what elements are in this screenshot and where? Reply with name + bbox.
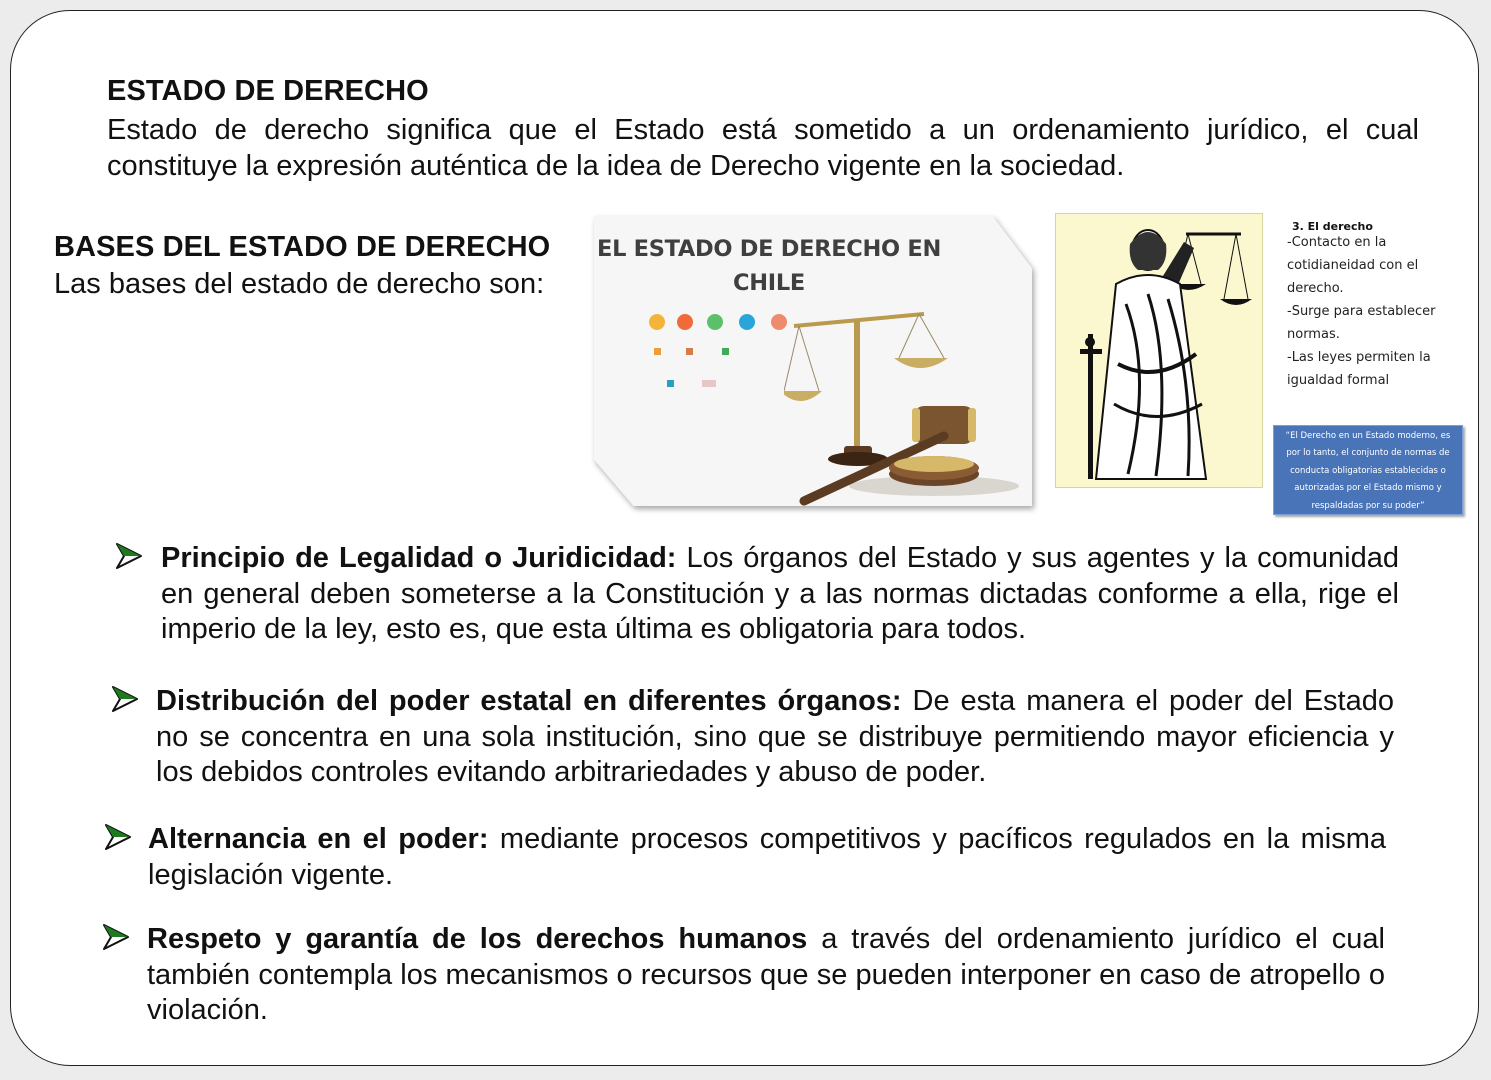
decor-dot: [739, 314, 755, 330]
side-note-line: derecho.: [1287, 281, 1344, 296]
quote-line: conducta obligatorias establecidas o: [1290, 465, 1446, 476]
bullet-derechos-humanos: [147, 922, 1385, 1029]
decor-dot: [649, 314, 665, 330]
quote-box: [1273, 425, 1463, 515]
bullet-legalidad-text: Los órganos del Estado y sus agentes y la comunidad en general deben someterse a la Constitución y a las normas dictadas conforme a ella, rige el imperio de la ley, esto es, que esta última es obligatoria para todos.: [161, 542, 1399, 645]
card-title-line2: CHILE: [733, 270, 805, 296]
slide: [10, 10, 1479, 1066]
bullet-alternancia: [148, 822, 1386, 893]
side-note-line: cotidianeidad con el: [1287, 258, 1419, 273]
lady-justice-image: [1055, 213, 1263, 488]
bullet-alternancia-title: Alternancia en el poder:: [148, 823, 489, 855]
arrow-bullet-icon: [110, 684, 140, 714]
decor-square: [667, 380, 674, 387]
decor-square: [686, 348, 693, 355]
decor-dot: [707, 314, 723, 330]
quote-line: respaldadas por su poder”: [1311, 500, 1425, 511]
section-title-estado-de-derecho: ESTADO DE DERECHO: [107, 75, 429, 107]
decor-square: [722, 348, 729, 355]
side-note-line: normas.: [1287, 327, 1340, 342]
bullet-distribucion: [156, 684, 1394, 791]
decor-dot: [677, 314, 693, 330]
lady-justice-icon: [1056, 214, 1262, 487]
estado-derecho-chile-image: [594, 216, 1032, 506]
side-note-list: [1287, 231, 1457, 392]
scales-gavel-icon: [784, 296, 1024, 506]
bullet-alternancia-text: mediante procesos competitivos y pacíficos regulados en la misma legislación vigente.: [148, 823, 1387, 891]
side-note-title: 3. El derecho: [1292, 220, 1373, 233]
side-note-line: -Las leyes permiten la: [1287, 350, 1431, 365]
side-note-line: -Contacto en la: [1287, 235, 1387, 250]
bases-subtitle: Las bases del estado de derecho son:: [54, 268, 545, 300]
arrow-bullet-icon: [114, 541, 144, 571]
quote-line: autorizadas por el Estado mismo y: [1294, 483, 1442, 494]
decor-square: [654, 348, 661, 355]
section-title-bases: BASES DEL ESTADO DE DERECHO: [54, 231, 551, 263]
bullet-legalidad-title: Principio de Legalidad o Juridicidad:: [161, 542, 677, 574]
bullet-legalidad: [161, 541, 1399, 648]
side-note-line: igualdad formal: [1287, 373, 1390, 388]
arrow-bullet-icon: [101, 922, 131, 952]
card-title-line1: EL ESTADO DE DERECHO EN: [597, 236, 941, 262]
side-note-line: -Surge para establecer: [1287, 304, 1436, 319]
arrow-bullet-icon: [103, 822, 133, 852]
bullet-derechos-humanos-text: a través del ordenamiento jurídico el cual también contempla los mecanismos o recursos que se pueden interponer en caso de atropello o violación.: [147, 923, 1385, 1026]
intro-paragraph-line1: Estado de derecho significa que el Estado está sometido a un ordenamiento jurídico, el cual: [107, 114, 1419, 146]
bullet-distribucion-title: Distribución del poder estatal en diferentes órganos:: [156, 685, 902, 717]
intro-paragraph-line2: constituye la expresión auténtica de la idea de Derecho vigente en la sociedad.: [107, 150, 1125, 182]
quote-line: por lo tanto, el conjunto de normas de: [1286, 448, 1450, 459]
decor-square: [702, 380, 716, 387]
bullet-distribucion-text: De esta manera el poder del Estado no se concentra en una sola institución, sino que se distribuye permitiendo mayor eficiencia y los debidos controles evitando arbitrariedades y abuso de poder.: [156, 685, 1395, 788]
quote-line: “El Derecho en un Estado moderno, es: [1285, 431, 1451, 441]
bullet-derechos-humanos-title: Respeto y garantía de los derechos humanos: [147, 923, 808, 955]
